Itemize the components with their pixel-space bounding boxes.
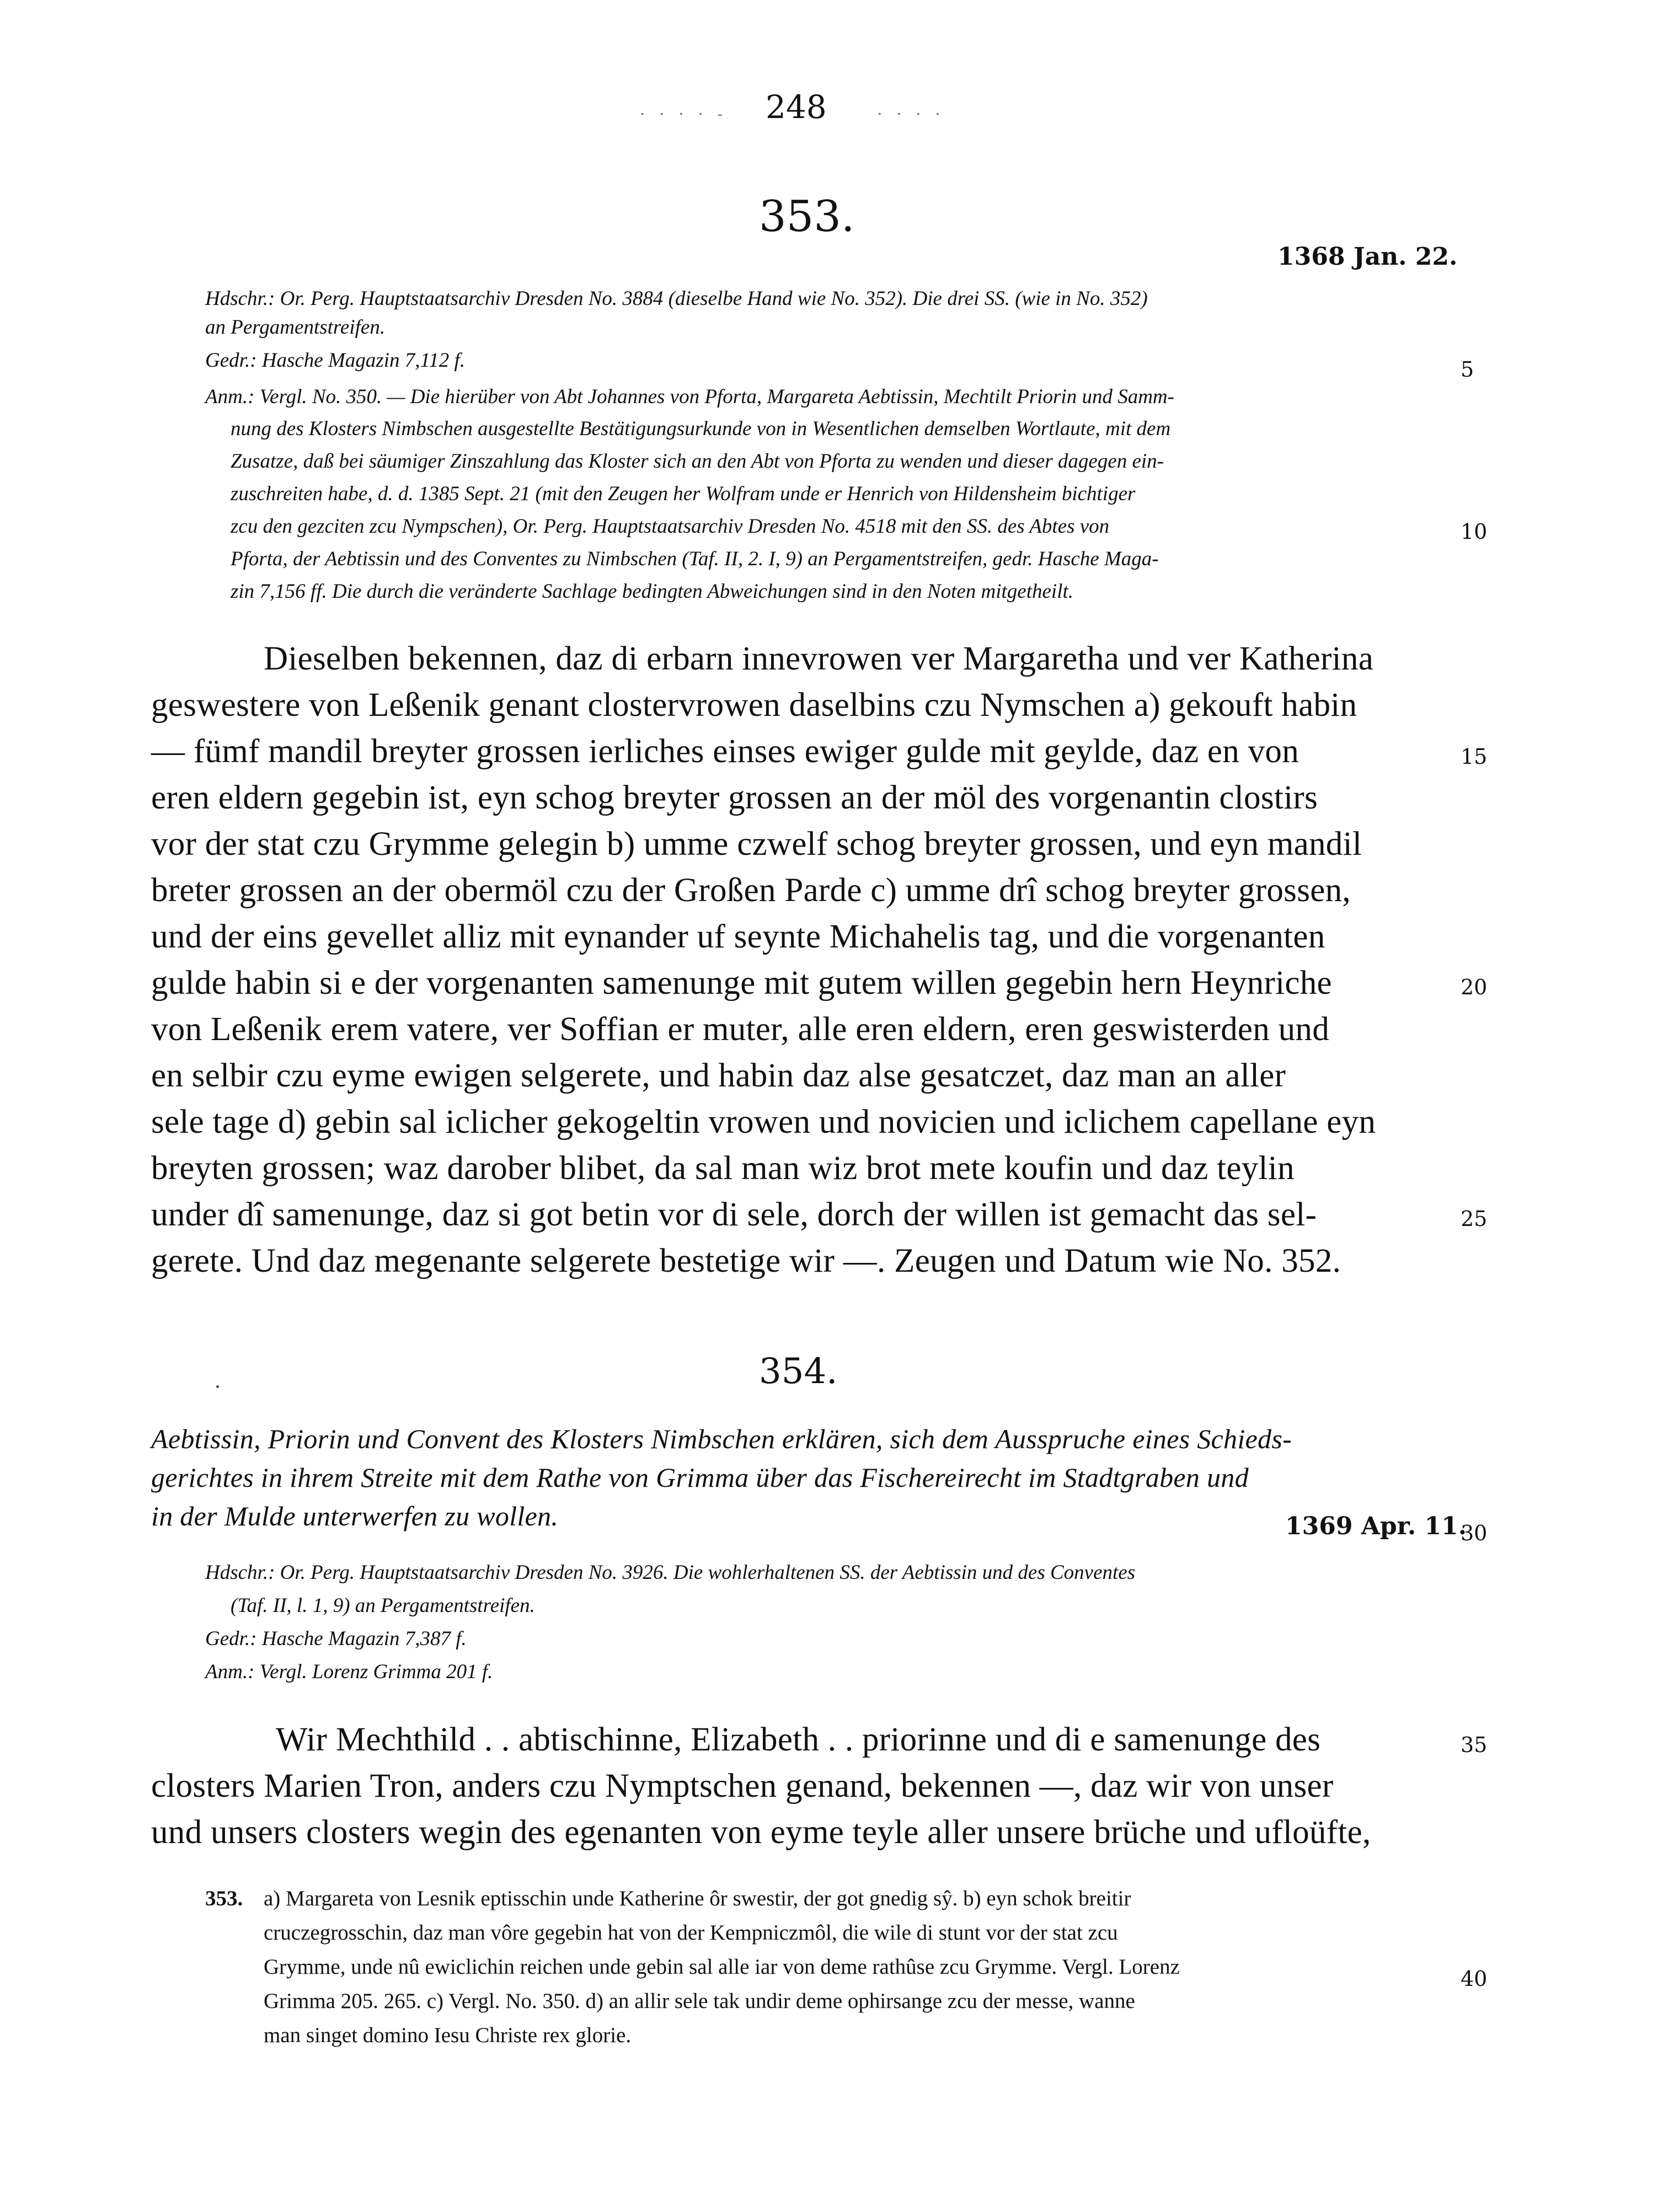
- line-number: 25: [1461, 1207, 1488, 1231]
- apparatus-line: zuschreiten habe, d. d. 1385 Sept. 21 (mit den Zeugen her Wolfram unde er Henrich von Hildensheim bichtiger: [231, 483, 1136, 505]
- text-line: vor der stat czu Grymme gelegin b) umme czwelf schog breyter grossen, und eyn mandil: [151, 826, 1362, 863]
- apparatus-line: (Taf. II, l. 1, 9) an Pergamentstreifen.: [231, 1594, 535, 1617]
- line-number: 15: [1461, 745, 1488, 769]
- document-date-353: 1368 Jan. 22.: [1277, 243, 1458, 271]
- text-line: sele tage d) gebin sal iclicher gekogeltin vrowen und novicien und iclichem capellane eyn: [151, 1104, 1376, 1140]
- text-line: von Leßenik erem vatere, ver Soffian er muter, alle eren eldern, eren geswisterden und: [151, 1011, 1329, 1048]
- regest-line: in der Mulde unterwerfen zu wollen.: [151, 1501, 559, 1531]
- regest-line: gerichtes in ihrem Streite mit dem Rathe von Grimma über das Fischereirecht im Stadtgraben und: [151, 1462, 1249, 1493]
- document-number-354: 354.: [759, 1351, 838, 1392]
- text-line: closters Marien Tron, anders czu Nymptschen genand, bekennen —, daz wir von unser: [151, 1768, 1334, 1804]
- apparatus-line: zin 7,156 ff. Die durch die veränderte Sachlage bedingten Abweichungen sind in den Noten mitgetheilt.: [231, 580, 1074, 603]
- apparatus-line: Gedr.: Hasche Magazin 7,387 f.: [205, 1627, 467, 1650]
- print-speck: [216, 1385, 219, 1388]
- footnote-label: 353.: [205, 1887, 243, 1910]
- apparatus-line: Pforta, der Aebtissin und des Conventes zu Nimbschen (Taf. II, 2. I, 9) an Pergamentstreifen, gedr. Hasche Maga-: [231, 548, 1159, 570]
- header-ornament-left: · · · · -: [640, 105, 728, 124]
- document-number-353: 353.: [759, 192, 855, 242]
- apparatus-line: Gedr.: Hasche Magazin 7,112 f.: [205, 349, 466, 372]
- text-line: Dieselben bekennen, daz di erbarn innevrowen ver Margaretha und ver Katherina: [264, 640, 1374, 677]
- line-number: 30: [1461, 1521, 1488, 1545]
- text-line: und der eins gevellet alliz mit eynander uf seynte Michahelis tag, und die vorgenanten: [151, 918, 1325, 955]
- apparatus-line: Hdschr.: Or. Perg. Hauptstaatsarchiv Dresden No. 3926. Die wohlerhaltenen SS. der Aebtissin und des Conventes: [205, 1561, 1136, 1584]
- line-number: 5: [1461, 357, 1474, 382]
- footnote-line: cruczegrosschin, daz man vôre gegebin hat von der Kempniczmôl, die wile di stunt vor der stat zcu: [264, 1921, 1118, 1945]
- text-line: en selbir czu eyme ewigen selgerete, und habin daz alse gesatczet, daz man an aller: [151, 1057, 1286, 1094]
- line-number: 10: [1461, 519, 1488, 544]
- document-date-354: 1369 Apr. 11.: [1285, 1512, 1467, 1540]
- header-ornament-right: · · · ·: [877, 105, 945, 124]
- line-number: 40: [1461, 1967, 1488, 1991]
- text-line: gerete. Und daz megenante selgerete bestetige wir —. Zeugen und Datum wie No. 352.: [151, 1242, 1341, 1279]
- regest-line: Aebtissin, Priorin und Convent des Klosters Nimbschen erklären, sich dem Ausspruche eines Schieds-: [151, 1423, 1292, 1454]
- footnote-line: man singet domino Iesu Christe rex glorie.: [264, 2023, 632, 2047]
- apparatus-line: zcu den gezciten zcu Nympschen), Or. Perg. Hauptstaatsarchiv Dresden No. 4518 mit den SS. des Abtes von: [231, 515, 1110, 538]
- text-line: geswestere von Leßenik genant clostervrowen daselbins czu Nymschen a) gekouft habin: [151, 687, 1357, 724]
- text-line: under dî samenunge, daz si got betin vor di sele, dorch der willen ist gemacht das sel-: [151, 1196, 1317, 1233]
- apparatus-line: Hdschr.: Or. Perg. Hauptstaatsarchiv Dresden No. 3884 (dieselbe Hand wie No. 352). Die drei SS. (wie in No. 352): [205, 287, 1148, 310]
- page-number: 248: [766, 88, 827, 126]
- text-line: breyten grossen; waz darober blibet, da sal man wiz brot mete koufin und daz teylin: [151, 1150, 1295, 1187]
- text-line: — fümf mandil breyter grossen ierliches einses ewiger gulde mit geylde, daz en von: [151, 733, 1300, 770]
- text-line: breter grossen an der obermöl czu der Großen Parde c) umme drî schog breyter grossen,: [151, 872, 1351, 909]
- apparatus-line: Anm.: Vergl. No. 350. — Die hierüber von Abt Johannes von Pforta, Margareta Aebtissin, Mechtilt Priorin und Samm-: [205, 385, 1174, 408]
- text-line: Wir Mechthild . . abtischinne, Elizabeth . . priorinne und di e samenunge des: [276, 1721, 1321, 1758]
- footnote-line: Grymme, unde nû ewiclichin reichen unde gebin sal alle iar von deme rathûse zcu Grymme. Vergl. Lorenz: [264, 1955, 1180, 1979]
- apparatus-line: Anm.: Vergl. Lorenz Grimma 201 f.: [205, 1661, 493, 1683]
- apparatus-line: an Pergamentstreifen.: [205, 316, 386, 339]
- footnote-line: a) Margareta von Lesnik eptisschin unde Katherine ôr swestir, der got gnedig sŷ. b) eyn schok breitir: [264, 1887, 1131, 1910]
- apparatus-line: nung des Klosters Nimbschen ausgestellte Bestätigungsurkunde von in Wesentlichen demselben Wortlaute, mit dem: [231, 417, 1171, 440]
- apparatus-line: Zusatze, daß bei säumiger Zinszahlung das Kloster sich an den Abt von Pforta zu wenden und dieser dagegen ein-: [231, 450, 1164, 473]
- line-number: 20: [1461, 975, 1488, 999]
- text-line: eren eldern gegebin ist, eyn schog breyter grossen an der möl des vorgenantin clostirs: [151, 779, 1318, 816]
- footnote-line: Grimma 205. 265. c) Vergl. No. 350. d) an allir sele tak undir deme ophirsange zcu der messe, wanne: [264, 1989, 1135, 2013]
- line-number: 35: [1461, 1733, 1488, 1757]
- text-line: und unsers closters wegin des egenanten von eyme teyle aller unsere brüche und ufloüfte,: [151, 1814, 1371, 1851]
- text-line: gulde habin si e der vorgenanten samenunge mit gutem willen gegebin hern Heynriche: [151, 965, 1332, 1001]
